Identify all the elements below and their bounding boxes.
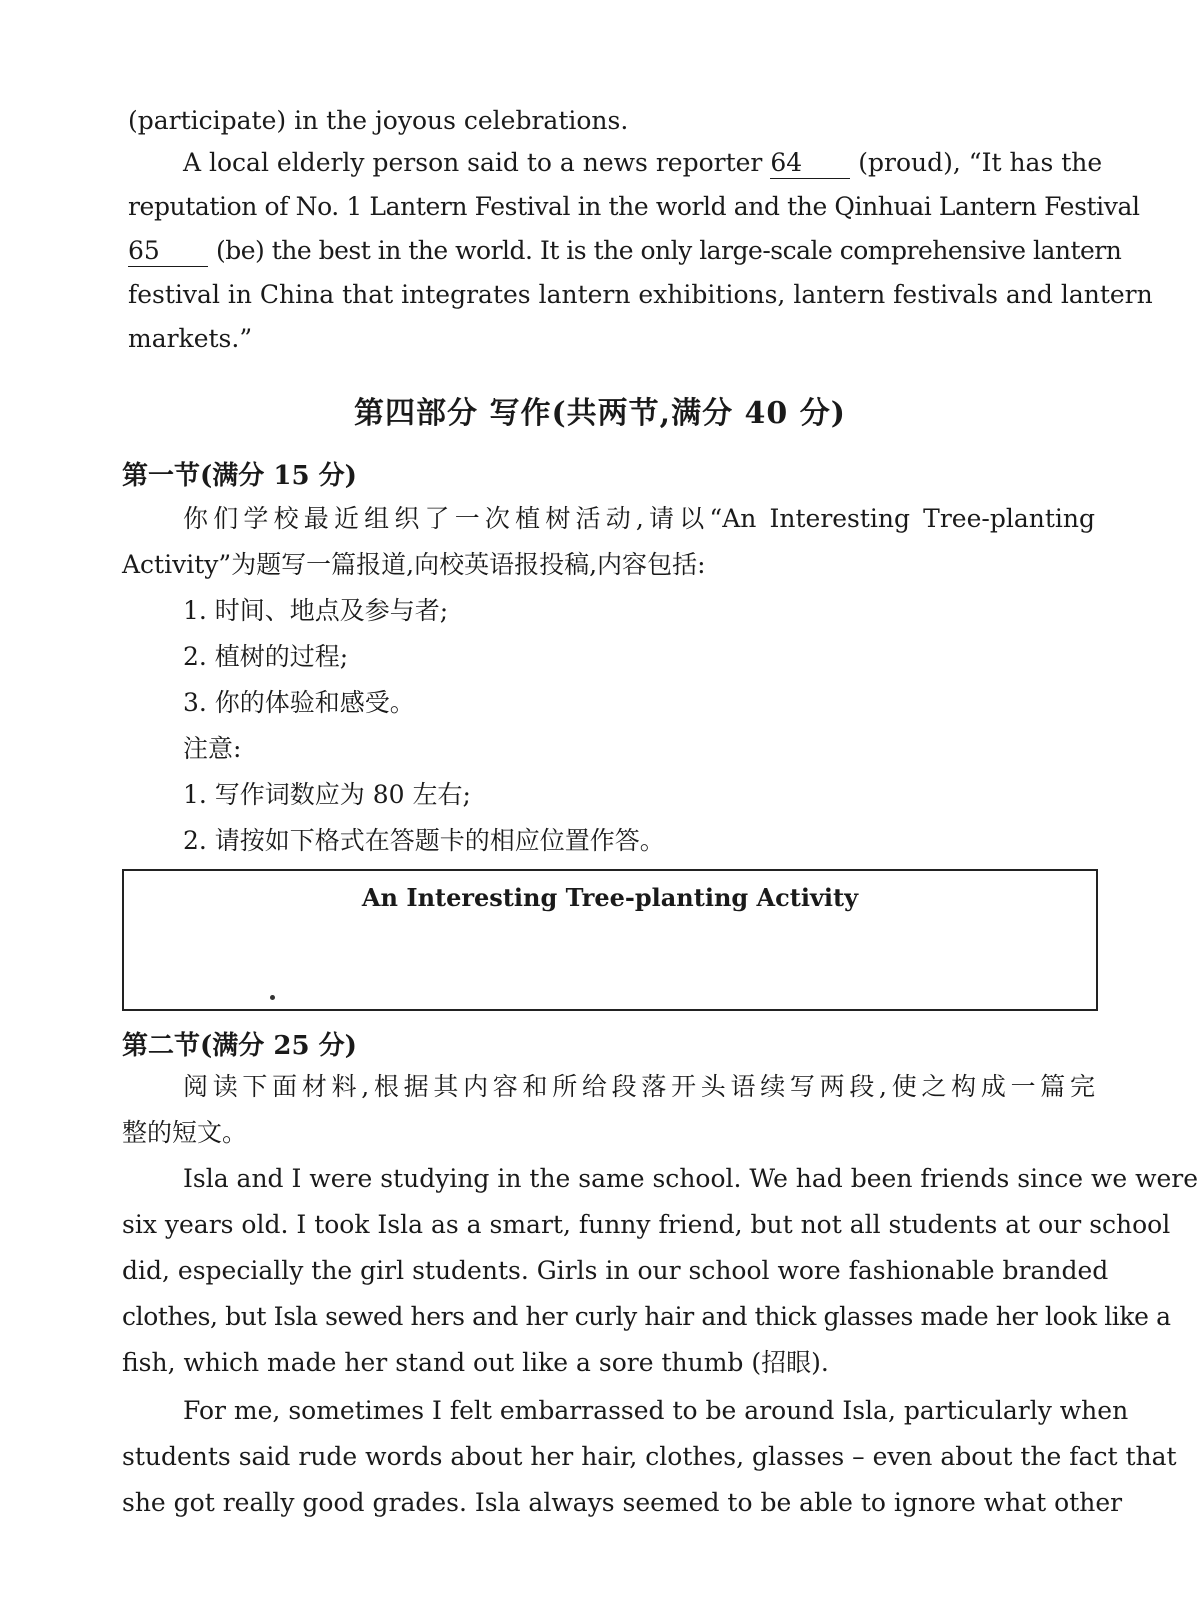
- section1-prompt-line1: 你们学校最近组织了一次植树活动,请以“An Interesting Tree-planting: [183, 504, 1095, 533]
- story-line-3: did, especially the girl students. Girls in our school wore fashionable branded: [122, 1256, 1109, 1285]
- box-title: An Interesting Tree-planting Activity: [361, 883, 859, 912]
- answer-blank-65: 65: [128, 236, 208, 267]
- answer-format-box: [122, 869, 1098, 1011]
- content-point-2: 2. 植树的过程;: [183, 642, 349, 671]
- note-2: 2. 请按如下格式在答题卡的相应位置作答。: [183, 826, 665, 855]
- passage-text: A local elderly person said to a news reporter: [183, 148, 763, 177]
- passage-line-1: (participate) in the joyous celebrations.: [128, 106, 629, 135]
- passage-text: (proud), “It has the: [858, 148, 1103, 177]
- content-point-3: 3. 你的体验和感受。: [183, 688, 415, 717]
- story-line-1: Isla and I were studying in the same school. We had been friends since we were: [183, 1164, 1199, 1193]
- passage-line-5: festival in China that integrates lantern exhibitions, lantern festivals and lantern: [128, 280, 1153, 309]
- story-line-7: students said rude words about her hair, clothes, glasses – even about the fact that: [122, 1442, 1177, 1471]
- scan-speck: [270, 995, 275, 1000]
- story-line-5: fish, which made her stand out like a sore thumb (招眼).: [122, 1348, 829, 1377]
- section2-title: 第二节(满分 25 分): [122, 1031, 357, 1061]
- content-point-1: 1. 时间、地点及参与者;: [183, 596, 449, 625]
- passage-line-4: [128, 234, 1122, 268]
- section2-prompt-line2: 整的短文。: [122, 1118, 248, 1147]
- story-line-2: six years old. I took Isla as a smart, funny friend, but not all students at our school: [122, 1210, 1171, 1239]
- passage-line-6: markets.”: [128, 324, 253, 353]
- passage-text: (be) the best in the world. It is the only large-scale comprehensive lantern: [215, 236, 1122, 265]
- story-line-8: she got really good grades. Isla always seemed to be able to ignore what other: [122, 1488, 1123, 1517]
- note-1: 1. 写作词数应为 80 左右;: [183, 780, 471, 809]
- notes-label: 注意:: [183, 734, 242, 763]
- passage-line-2: [183, 146, 1103, 180]
- story-line-4: clothes, but Isla sewed hers and her curly hair and thick glasses made her look like a: [122, 1302, 1171, 1331]
- section1-prompt-line2: Activity”为题写一篇报道,向校英语报投稿,内容包括:: [122, 550, 706, 579]
- section2-prompt-line1: 阅读下面材料,根据其内容和所给段落开头语续写两段,使之构成一篇完: [183, 1072, 1095, 1101]
- answer-blank-64: 64: [770, 148, 850, 179]
- passage-line-3: reputation of No. 1 Lantern Festival in the world and the Qinhuai Lantern Festival: [128, 192, 1140, 221]
- story-line-6: For me, sometimes I felt embarrassed to be around Isla, particularly when: [183, 1396, 1129, 1425]
- part4-heading: 第四部分 写作(共两节,满分 40 分): [354, 396, 846, 431]
- section1-title: 第一节(满分 15 分): [122, 461, 357, 491]
